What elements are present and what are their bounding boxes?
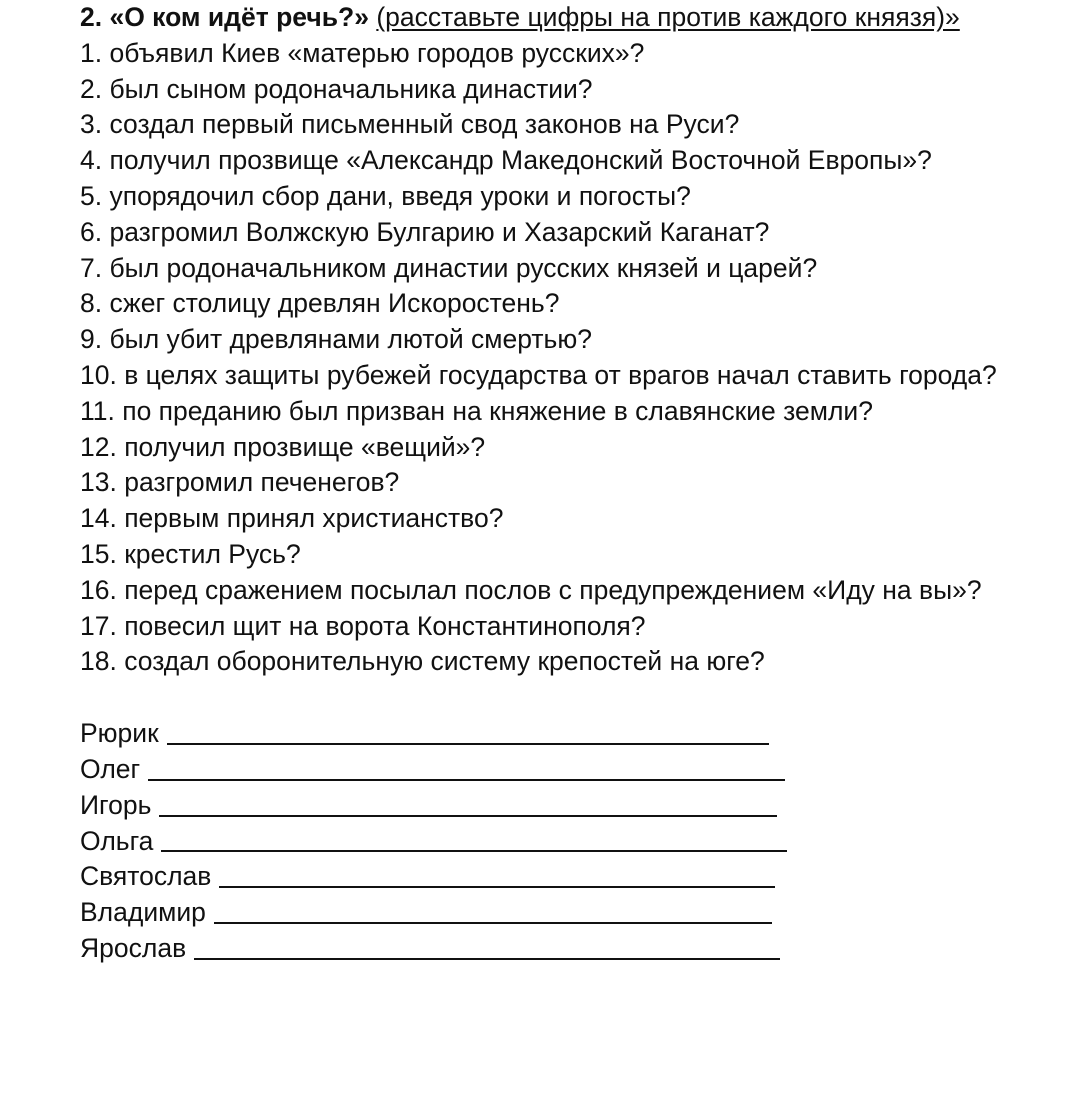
- question-list: [80, 36, 1070, 680]
- question-item: 3. создал первый письменный свод законов на Руси?: [80, 109, 740, 140]
- question-item: 11. по преданию был призван на княжение в славянские земли?: [80, 395, 873, 426]
- prince-row-vladimir: [80, 895, 1070, 931]
- question-item: 7. был родоначальником династии русских князей и царей?: [80, 252, 818, 283]
- question-item: 15. крестил Русь?: [80, 538, 301, 569]
- prince-row-rurik: [80, 716, 1070, 752]
- prince-name: Рюрик: [80, 718, 159, 749]
- question-item: 16. перед сражением посылал послов с предупреждением «Иду на вы»?: [80, 574, 982, 605]
- answer-blank-line[interactable]: [161, 826, 787, 852]
- question-item: 12. получил прозвище «вещий»?: [80, 431, 486, 462]
- answer-blank-line[interactable]: [148, 755, 785, 781]
- answer-blank-line[interactable]: [219, 862, 775, 888]
- answer-blank-line[interactable]: [167, 719, 769, 745]
- prince-name: Ярослав: [80, 932, 187, 963]
- question-item: 1. объявил Киев «матерью городов русских»?: [80, 37, 645, 68]
- question-item: 5. упорядочил сбор дани, введя уроки и погосты?: [80, 180, 691, 211]
- question-item: 2. был сыном родоначальника династии?: [80, 73, 593, 104]
- question-item: 9. был убит древлянами лютой смертью?: [80, 324, 592, 355]
- question-item: 14. первым принял христианство?: [80, 503, 504, 534]
- question-item: 10. в целях защиты рубежей государства от врагов начал ставить города?: [80, 359, 997, 390]
- question-item: 4. получил прозвище «Александр Македонский Восточной Европы»?: [80, 145, 932, 176]
- prince-name: Олег: [80, 753, 141, 784]
- prince-row-igor: [80, 788, 1070, 824]
- prince-name: Святослав: [80, 861, 212, 892]
- question-item: 18. создал оборонительную систему крепостей на юге?: [80, 646, 765, 677]
- answer-blank-line[interactable]: [194, 934, 780, 960]
- question-item: 17. повесил щит на ворота Константинополя?: [80, 610, 646, 641]
- prince-name: Ольга: [80, 825, 154, 856]
- prince-answer-list: [80, 716, 1070, 967]
- prince-name: Владимир: [80, 897, 206, 928]
- task-heading: [80, 0, 1070, 36]
- worksheet: [80, 0, 1070, 967]
- answer-blank-line[interactable]: [214, 898, 772, 924]
- spacer: [80, 680, 1070, 716]
- prince-name: Игорь: [80, 789, 152, 820]
- prince-row-olga: [80, 824, 1070, 860]
- answer-blank-line[interactable]: [159, 791, 777, 817]
- task-instruction: (расставьте цифры на против каждого княязя)»: [376, 2, 960, 32]
- prince-row-yaroslav: [80, 931, 1070, 967]
- question-item: 8. сжег столицу древлян Искоростень?: [80, 288, 560, 319]
- question-item: 13. разгромил печенегов?: [80, 467, 400, 498]
- task-title: 2. «О ком идёт речь?»: [80, 2, 369, 32]
- prince-row-svyatoslav: [80, 859, 1070, 895]
- prince-row-oleg: [80, 752, 1070, 788]
- question-item: 6. разгромил Волжскую Булгарию и Хазарский Каганат?: [80, 216, 770, 247]
